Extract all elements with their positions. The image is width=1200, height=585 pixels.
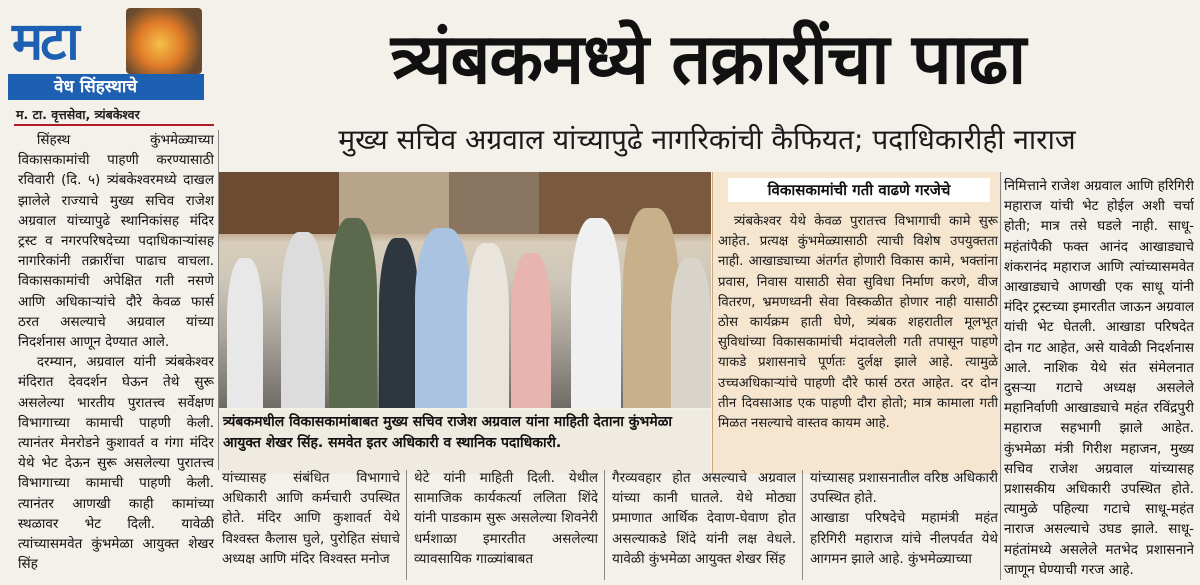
byline: म. टा. वृत्तसेवा, त्र्यंबकेश्वर — [16, 107, 140, 122]
paragraph: निमित्ताने राजेश अग्रवाल आणि हरिगिरी महाराज यांची भेट होईल अशी चर्चा होती; मात्र तसे घडले नाही. साधू-महंतांपैकी फक्त आनंद आखाड्याचे शंकरानंद महाराज आणि त्यांच्यासमवेत आखाड्याचे आणखी एक साधू यांनी मंदिर ट्रस्टच्या इमारतीत जाऊन अग्रवाल यांची भेट घेतली. आखाडा परिषदेत दोन गट आहेत, असे यावेळी निदर्शनास आले. नाशिक येथे संत संमेलनात दुसऱ्या गटाचे अध्यक्ष असलेले महानिर्वाणी आखाड्याचे महंत रविंद्रपुरी महाराज सहभागी झाले आहेत. कुंभमेळा मंत्री गिरीश महाजन, मुख्य सचिव राजेश अग्रवाल यांच्यासह प्रशासकीय अधिकारी उपस्थित होते. त्यामुळे पहिल्या गटाचे साधू-महंत नाराज असल्याचे उघड झाले. साधू-महंतांमध्ये असलेले मतभेद प्रशासनाने जाणून घेण्याची गरज आहे. — [1004, 178, 1194, 578]
paragraph: त्र्यंबकेश्वर येथे केवळ पुरातत्त्व विभागाची कामे सुरू आहेत. प्रत्यक्ष कुंभमेळ्यासाठी त्याची विशेष उपयुक्तता नाही. आखाड्याच्या अंतर्गत होणारी विकास कामे, भक्तांना प्रवास, निवास यासाठी सेवा सुविधा निर्माण करणे, वीज वितरण, भ्रमणध्वनी सेवा विस्कळीत होणार नाही यासाठी ठोस कार्यक्रम हाती घेणे, त्र्यंबक शहरातील मूलभूत सुविधांच्या विकासकामांची मंदावलेली गती तपासून पाहणे याकडे प्रशासनाचे पूर्णतः दुर्लक्ष झाले आहे. त्यामुळे उच्चअधिकाऱ्यांचे पाहणी दौरे फार्स ठरत आहेत. दर दोन तीन दिवसाआड एक पाहणी दौरा होतो; मात्र कामाला गती मिळत नसल्याचे वास्तव कायम आहे. — [718, 214, 998, 432]
paragraph: सिंहस्थ कुंभमेळ्याच्या विकासकामांची पाहणी करण्यासाठी रविवारी (दि. ५) त्र्यंबकेश्वरमध्ये दाखल झालेले राज्याचे मुख्य सचिव राजेश अग्रवाल यांच्यापुढे स्थानिकांसह मंदिर ट्रस्ट व नगरपरिषदेच्या पदाधिकाऱ्यांसह नागरिकांनी तक्रारींचा पाढाच वाचला. विकासकामांची अपेक्षित गती नसणे आणि अधिकाऱ्यांचे दौरे केवळ फार्स ठरत असल्याचे अग्रवाल यांच्या निदर्शनास आणून देण्यात आले. — [18, 132, 214, 351]
mata-logo — [8, 8, 204, 100]
column-divider — [802, 470, 803, 580]
article-column-1 — [18, 130, 214, 580]
article-column-bottom-4: यांच्यासह प्रशासनातील वरिष्ठ अधिकारी उपस्थित होते. आखाडा परिषदेचे महामंत्री महंत हरिगिरी महाराज यांचे नीलपर्वत येथे आगमन झाले आहे. कुंभमेळ्याच्या — [810, 470, 998, 567]
subheadline: मुख्य सचिव अग्रवाल यांच्यापुढे नागरिकांची कैफियत; पदाधिकारीही नाराज — [338, 123, 1076, 156]
photo-caption: त्र्यंबकमधील विकासकामांबाबत मुख्य सचिव राजेश अग्रवाल यांना माहिती देताना कुंभमेळा आयुक्त शेखर सिंह. समवेत इतर अधिकारी व स्थानिक पदाधिकारी. — [219, 410, 711, 474]
sidebar-box-text — [718, 212, 998, 474]
headline: त्र्यंबकमध्ये तक्रारींचा पाढा — [390, 18, 1026, 100]
column-divider — [604, 470, 605, 580]
article-column-bottom-3: गैरव्यवहार होत असल्याचे अग्रवाल यांच्या कानी घातले. येथे मोठ्या प्रमाणात आर्थिक देवाण-घेवाण होत असल्याकडे शिंदे यांनी लक्ष वेधले. यावेळी कुंभमेळा आयुक्त शेखर सिंह — [612, 470, 796, 567]
logo-sadhu-image — [126, 8, 202, 74]
byline-rule — [14, 124, 214, 126]
sidebar-box-title: विकासकामांची गती वाढणे गरजेचे — [728, 178, 990, 202]
article-column-right — [1004, 176, 1194, 581]
paragraph: दरम्यान, अग्रवाल यांनी त्र्यंबकेश्वर मंदिरात देवदर्शन घेऊन तेथे सुरू असलेल्या भारतीय पुरातत्त्व सर्वेक्षण विभागाच्या कामाची पाहणी केली. त्यानंतर मेनरोडने कुशावर्त व गंगा मंदिर येथे भेट देऊन सुरू असलेल्या पुरातत्त्व विभागाच्या कामाची पाहणी केली. त्यानंतर आणखी काही कामांच्या स्थळावर भेट दिली. यावेळी त्यांच्यासमवेत कुंभमेळा आयुक्त शेखर सिंह — [18, 354, 214, 573]
article-column-bottom-2: थेटे यांनी माहिती दिली. येथील सामाजिक कार्यकर्त्या ललिता शिंदे यांनी पाडकाम सुरू असलेल्या शिवनेरी धर्मशाळा इमारतीत असलेल्या व्यावसायिक गाळ्यांबाबत — [414, 470, 598, 567]
article-column-bottom-1: यांच्यासह संबंधित विभागाचे अधिकारी आणि कर्मचारी उपस्थित होते. मंदिर आणि कुशावर्त येथे विश्वस्त कैलास घुले, पुरोहित संघाचे अध्यक्ष आणि मंदिर विश्वस्त मनोज — [222, 470, 400, 567]
column-divider — [406, 470, 407, 580]
news-photo — [219, 172, 711, 408]
column-divider — [1000, 172, 1001, 580]
logo-mark: मटा — [12, 12, 77, 72]
logo-tagline: वेध सिंहस्थाचे — [8, 74, 204, 100]
